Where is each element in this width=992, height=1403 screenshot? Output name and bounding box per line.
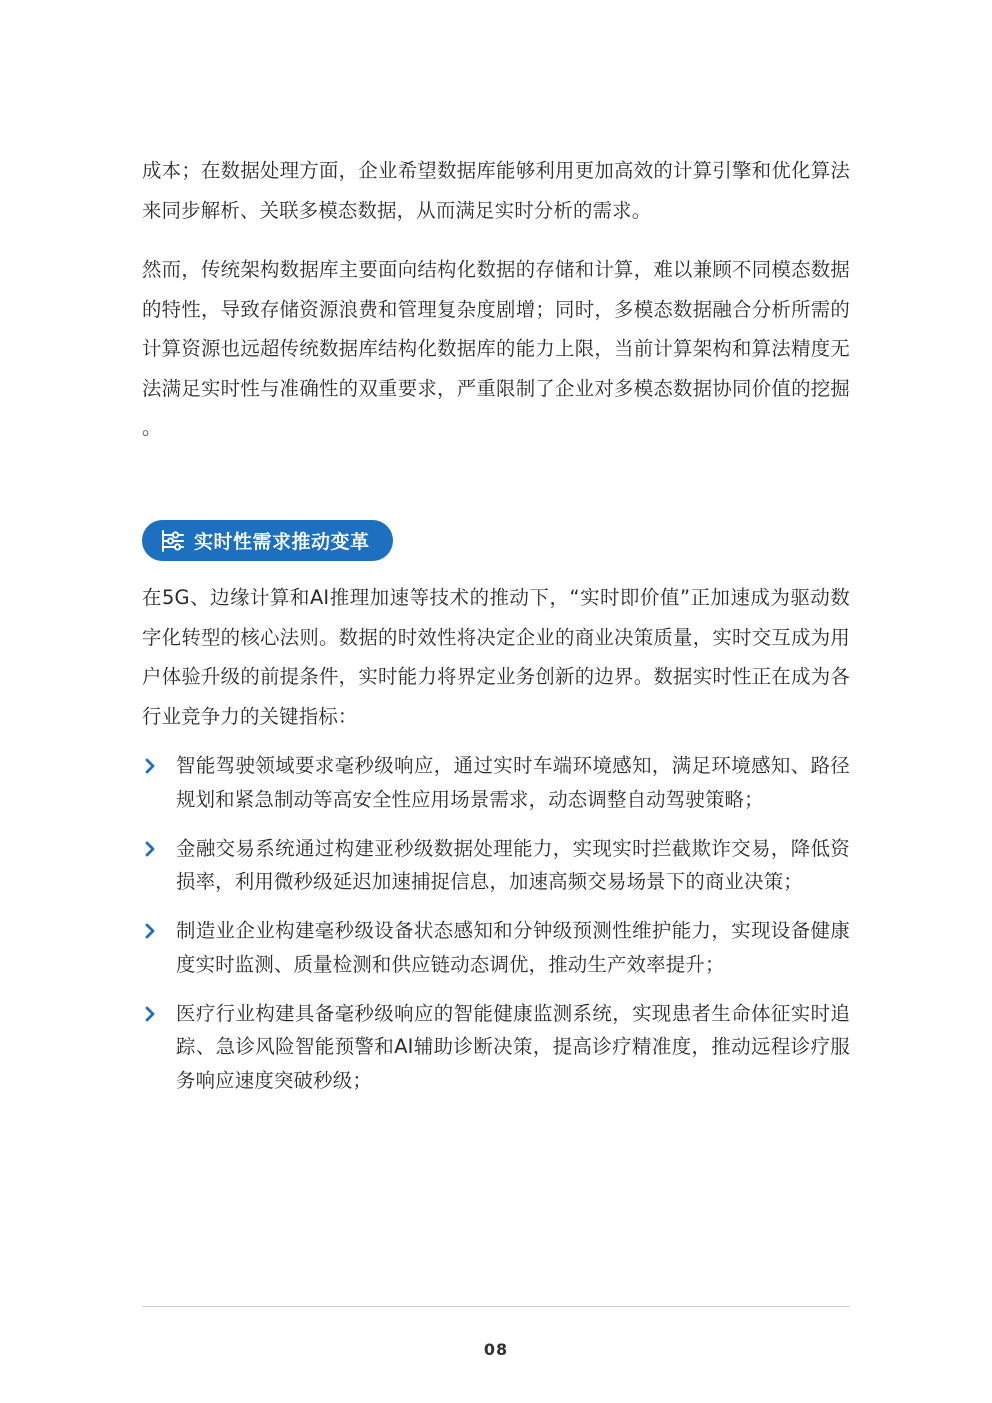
- body-paragraph-intro: 成本；在数据处理方面，企业希望数据库能够利用更加高效的计算引擎和优化算法来同步解析、关联多模态数据，从而满足实时分析的需求。: [142, 159, 850, 222]
- list-item-text: 医疗行业构建具备毫秒级响应的智能健康监测系统，实现患者生命体征实时追踪、急诊风险智能预警和AI辅助诊断决策，提高诊疗精准度，推动远程诊疗服务响应速度突破秒级；: [176, 1001, 850, 1092]
- chevron-right-icon: [144, 758, 156, 774]
- list-item: [142, 832, 850, 899]
- chevron-right-icon: [144, 841, 156, 857]
- body-paragraph-limitations: 然而，传统架构数据库主要面向结构化数据的存储和计算，难以兼顾不同模态数据的特性，导致存储资源浪费和管理复杂度剧增；同时，多模态数据融合分析所需的计算资源也远超传统数据库结构化数据库的能力上限，当前计算架构和算法精度无法满足实时性与准确性的双重要求，严重限制了企业对多模态数据协同价值的挖掘 。: [142, 258, 850, 439]
- list-item: [142, 749, 850, 816]
- page-number: 08: [483, 1340, 509, 1359]
- list-item-text: 金融交易系统通过构建亚秒级数据处理能力，实现实时拦截欺诈交易，降低资损率，利用微秒级延迟加速捕捉信息，加速高频交易场景下的商业决策；: [176, 836, 850, 893]
- list-item: [142, 914, 850, 981]
- bullet-list: [142, 749, 850, 1113]
- list-item-text: 智能驾驶领域要求毫秒级响应，通过实时车端环境感知，满足环境感知、路径规划和紧急制动等高安全性应用场景需求，动态调整自动驾驶策略；: [176, 754, 850, 811]
- section-heading-badge: [142, 520, 393, 561]
- chevron-right-icon: [144, 923, 156, 939]
- section-title: 实时性需求推动变革: [194, 531, 370, 553]
- circuit-list-icon: [160, 528, 186, 554]
- chevron-right-icon: [144, 1006, 156, 1022]
- footer-divider: [142, 1306, 850, 1307]
- list-item: [142, 997, 850, 1098]
- body-paragraph-realtime: 在5G、边缘计算和AI推理加速等技术的推动下，“实时即价值”正加速成为驱动数字化转型的核心法则。数据的时效性将决定企业的商业决策质量，实时交互成为用户体验升级的前提条件，实时能力将界定业务创新的边界。数据实时性正在成为各行业竞争力的关键指标：: [142, 586, 850, 728]
- list-item-text: 制造业企业构建毫秒级设备状态感知和分钟级预测性维护能力，实现设备健康度实时监测、质量检测和供应链动态调优，推动生产效率提升；: [176, 919, 850, 976]
